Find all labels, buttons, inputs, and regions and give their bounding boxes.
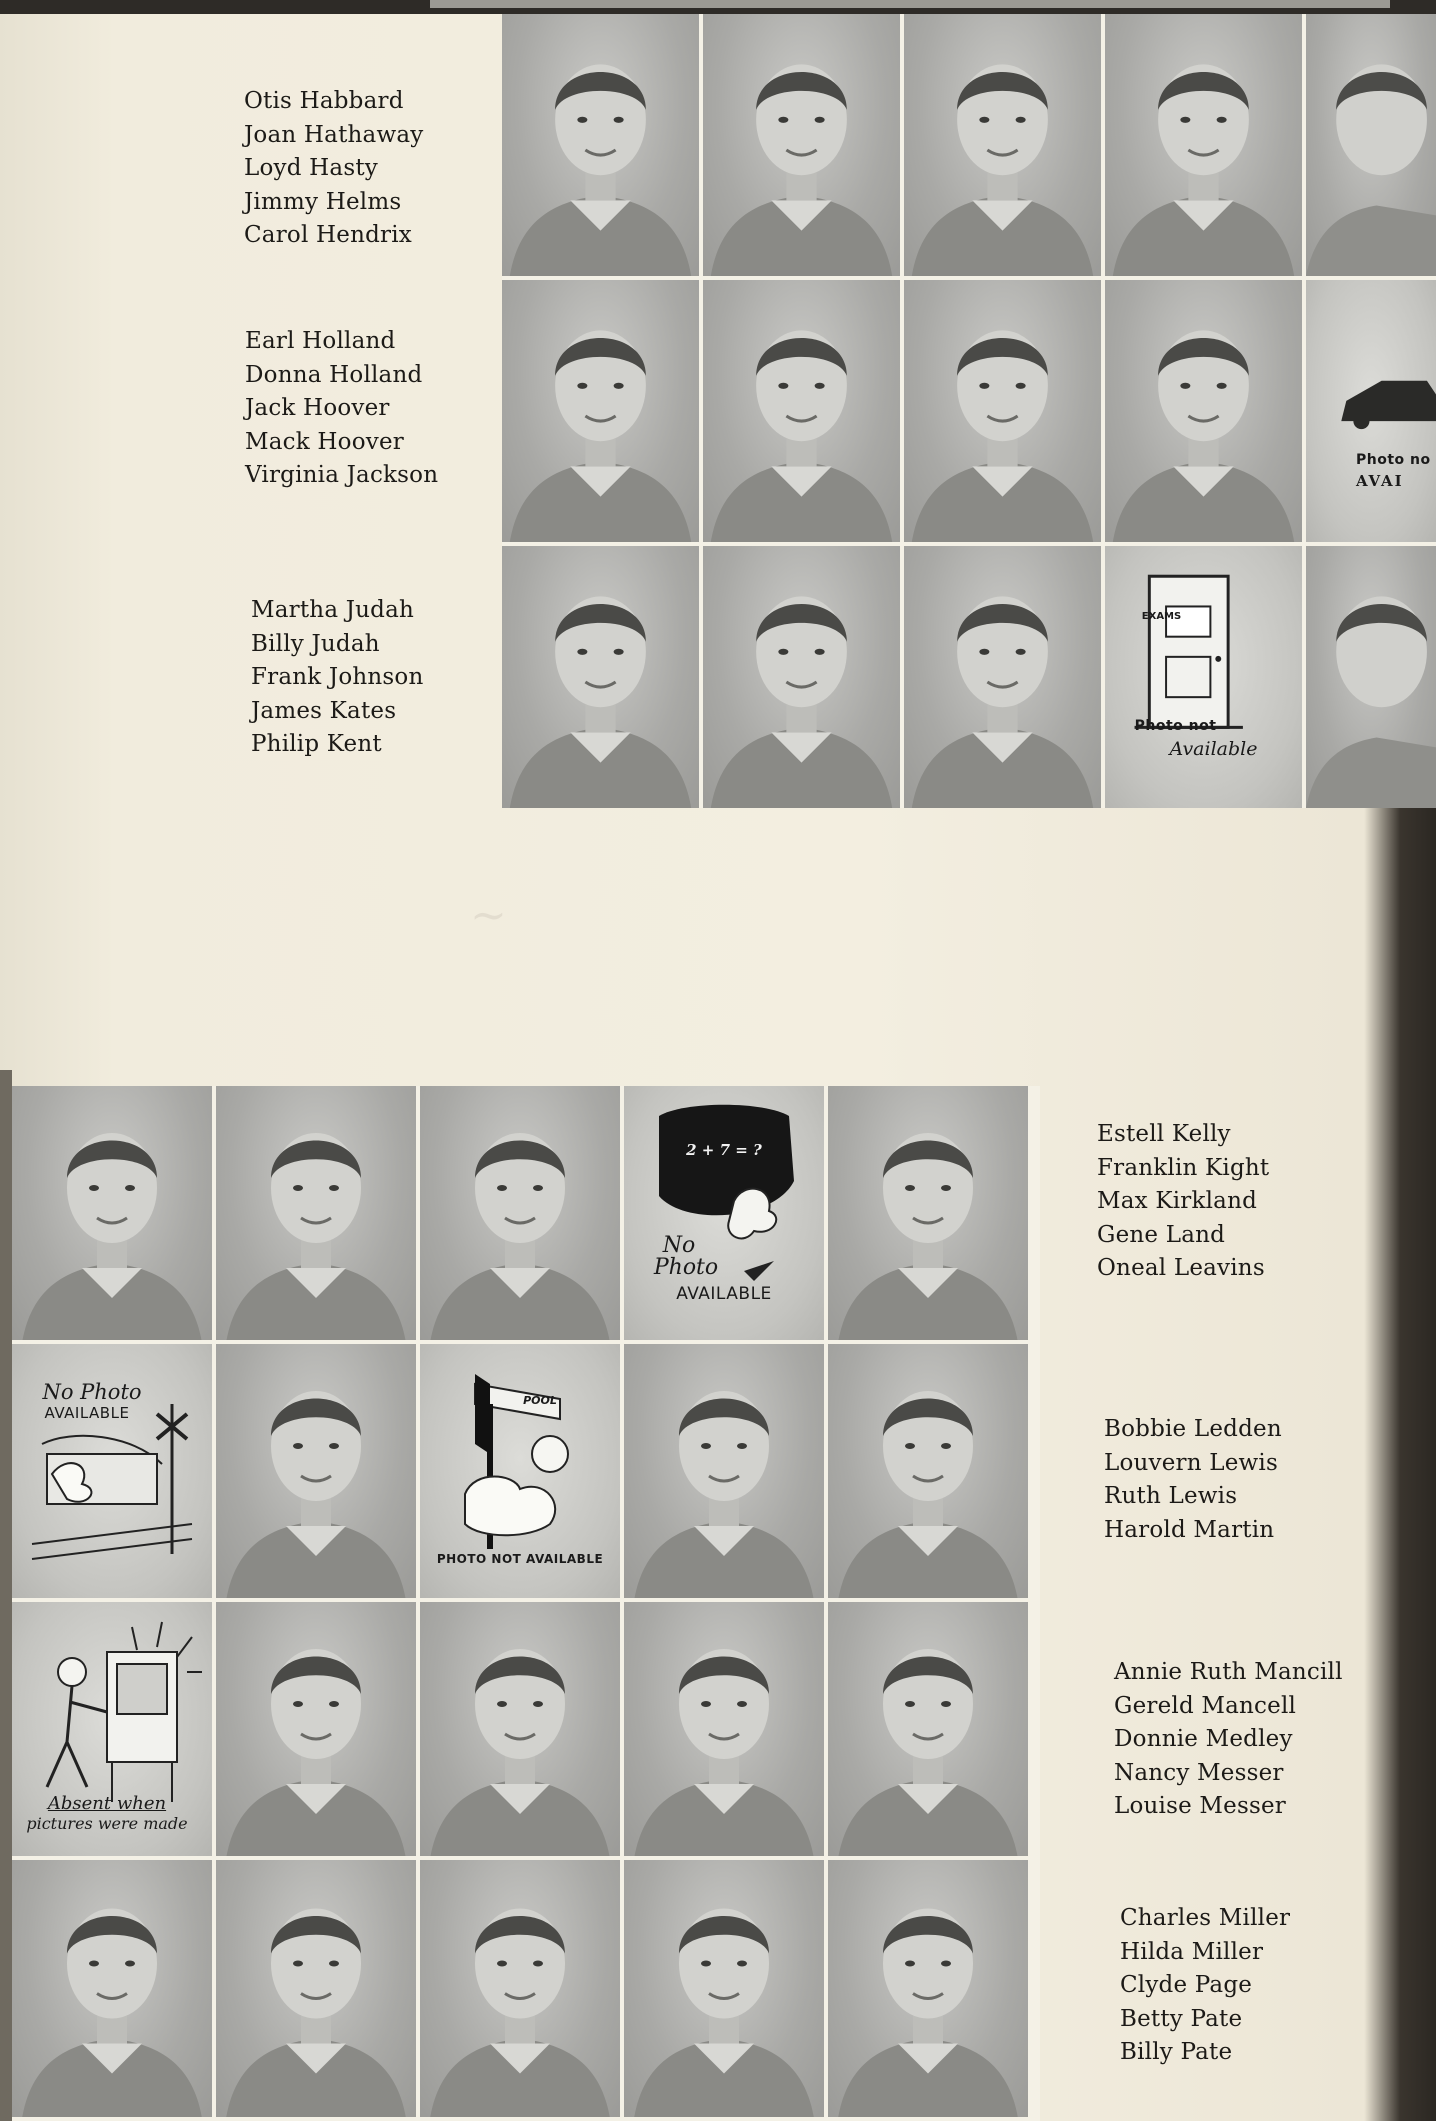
available-label: AVAILABLE bbox=[44, 1404, 130, 1422]
student-name: Betty Pate bbox=[1120, 2005, 1243, 2032]
car-card-placeholder bbox=[1306, 280, 1436, 542]
photo-not-label: Photo not bbox=[1134, 718, 1217, 734]
student-name: Joan Hathaway bbox=[244, 121, 424, 148]
student-name: James Kates bbox=[251, 697, 397, 724]
student-photo bbox=[216, 1860, 416, 2117]
student-name: Max Kirkland bbox=[1097, 1188, 1258, 1214]
student-photo bbox=[12, 1086, 212, 1340]
exams-card-placeholder bbox=[1105, 546, 1302, 808]
student-photo bbox=[828, 1086, 1028, 1340]
student-photo bbox=[703, 14, 900, 276]
names-group-6 bbox=[1114, 1656, 1343, 1824]
student-photo bbox=[502, 14, 699, 276]
photo-grid-bottom bbox=[12, 1086, 1040, 2121]
student-name: Jimmy Helms bbox=[244, 188, 402, 215]
blackboard-math: 2 + 7 = ? bbox=[686, 1141, 762, 1159]
student-name: Franklin Kight bbox=[1097, 1154, 1270, 1181]
names-group-4 bbox=[1097, 1118, 1269, 1286]
names-group-5 bbox=[1104, 1413, 1282, 1547]
student-name: Estell Kelly bbox=[1097, 1121, 1231, 1147]
student-name: Gene Land bbox=[1097, 1221, 1226, 1248]
student-photo bbox=[1105, 280, 1302, 542]
blackboard-card-placeholder bbox=[624, 1086, 824, 1340]
student-name: Philip Kent bbox=[251, 731, 382, 757]
student-name: Clyde Page bbox=[1120, 1972, 1253, 1998]
page-top-edge bbox=[0, 0, 1436, 14]
student-photo bbox=[624, 1602, 824, 1856]
student-name: Martha Judah bbox=[251, 597, 415, 623]
student-name: Earl Holland bbox=[245, 328, 396, 354]
student-name: Frank Johnson bbox=[251, 664, 424, 690]
student-name: Hilda Miller bbox=[1120, 1938, 1264, 1965]
train-card-placeholder bbox=[12, 1344, 212, 1598]
student-name: Carol Hendrix bbox=[244, 222, 412, 248]
student-photo bbox=[420, 1860, 620, 2117]
student-name: Donnie Medley bbox=[1114, 1726, 1293, 1752]
student-name: Louise Messer bbox=[1114, 1793, 1286, 1819]
student-name: Louvern Lewis bbox=[1104, 1449, 1278, 1476]
student-photo bbox=[624, 1860, 824, 2117]
student-photo bbox=[828, 1344, 1028, 1598]
photo-label: Photo bbox=[653, 1255, 719, 1280]
student-photo bbox=[828, 1602, 1028, 1856]
student-photo bbox=[216, 1344, 416, 1598]
student-photo bbox=[904, 280, 1101, 542]
student-name: Donna Holland bbox=[245, 361, 423, 388]
student-name: Billy Pate bbox=[1120, 2039, 1233, 2065]
student-name: Otis Habbard bbox=[244, 88, 404, 114]
binding-shadow bbox=[0, 1070, 12, 2121]
student-name: Gereld Mancell bbox=[1114, 1692, 1297, 1719]
student-photo bbox=[904, 14, 1101, 276]
student-name: Ruth Lewis bbox=[1104, 1483, 1238, 1509]
student-name: Virginia Jackson bbox=[245, 462, 439, 488]
photo-grid-top bbox=[502, 14, 1436, 808]
student-photo bbox=[216, 1602, 416, 1856]
student-photo-cropped bbox=[1306, 14, 1436, 276]
student-photo bbox=[420, 1602, 620, 1856]
student-photo bbox=[904, 546, 1101, 808]
pool-card-placeholder bbox=[420, 1344, 620, 1598]
student-photo bbox=[502, 546, 699, 808]
student-name: Nancy Messer bbox=[1114, 1759, 1284, 1786]
student-name: Jack Hoover bbox=[245, 395, 390, 421]
photo-not-available-label: PHOTO NOT AVAILABLE bbox=[436, 1552, 604, 1566]
student-photo bbox=[502, 280, 699, 542]
student-photo bbox=[12, 1860, 212, 2117]
student-photo bbox=[703, 280, 900, 542]
student-name: Loyd Hasty bbox=[244, 155, 378, 181]
student-name: Oneal Leavins bbox=[1097, 1255, 1265, 1281]
available-label: Available bbox=[1169, 738, 1258, 760]
pictures-label: pictures were made bbox=[26, 1814, 188, 1833]
student-photo bbox=[216, 1086, 416, 1340]
student-name: Billy Judah bbox=[251, 630, 380, 657]
no-label: No bbox=[662, 1233, 696, 1258]
student-photo bbox=[624, 1344, 824, 1598]
absent-label: Absent when bbox=[47, 1793, 167, 1814]
student-name: Annie Ruth Mancill bbox=[1114, 1659, 1343, 1685]
names-group-3 bbox=[251, 594, 423, 762]
available-label: AVAI bbox=[1356, 472, 1404, 490]
student-photo bbox=[420, 1086, 620, 1340]
student-photo-cropped bbox=[1306, 546, 1436, 808]
student-name: Bobbie Ledden bbox=[1104, 1416, 1282, 1442]
student-photo bbox=[703, 546, 900, 808]
available-label: AVAILABLE bbox=[676, 1284, 772, 1304]
student-name: Mack Hoover bbox=[245, 428, 404, 455]
student-photo bbox=[828, 1860, 1028, 2117]
photo-not-label: Photo no bbox=[1356, 452, 1431, 468]
student-name: Harold Martin bbox=[1104, 1516, 1275, 1543]
exams-sign-label: EXAMS bbox=[1141, 611, 1182, 622]
names-group-1 bbox=[244, 85, 423, 253]
no-photo-label: No Photo bbox=[42, 1380, 142, 1404]
names-group-2 bbox=[245, 325, 438, 493]
names-group-7 bbox=[1120, 1902, 1290, 2070]
student-photo bbox=[1105, 14, 1302, 276]
student-name: Charles Miller bbox=[1120, 1905, 1291, 1931]
faded-bleed-through: ~ bbox=[470, 890, 507, 941]
pool-sign-label: POOL bbox=[523, 1394, 557, 1407]
tv-card-placeholder bbox=[12, 1602, 212, 1856]
